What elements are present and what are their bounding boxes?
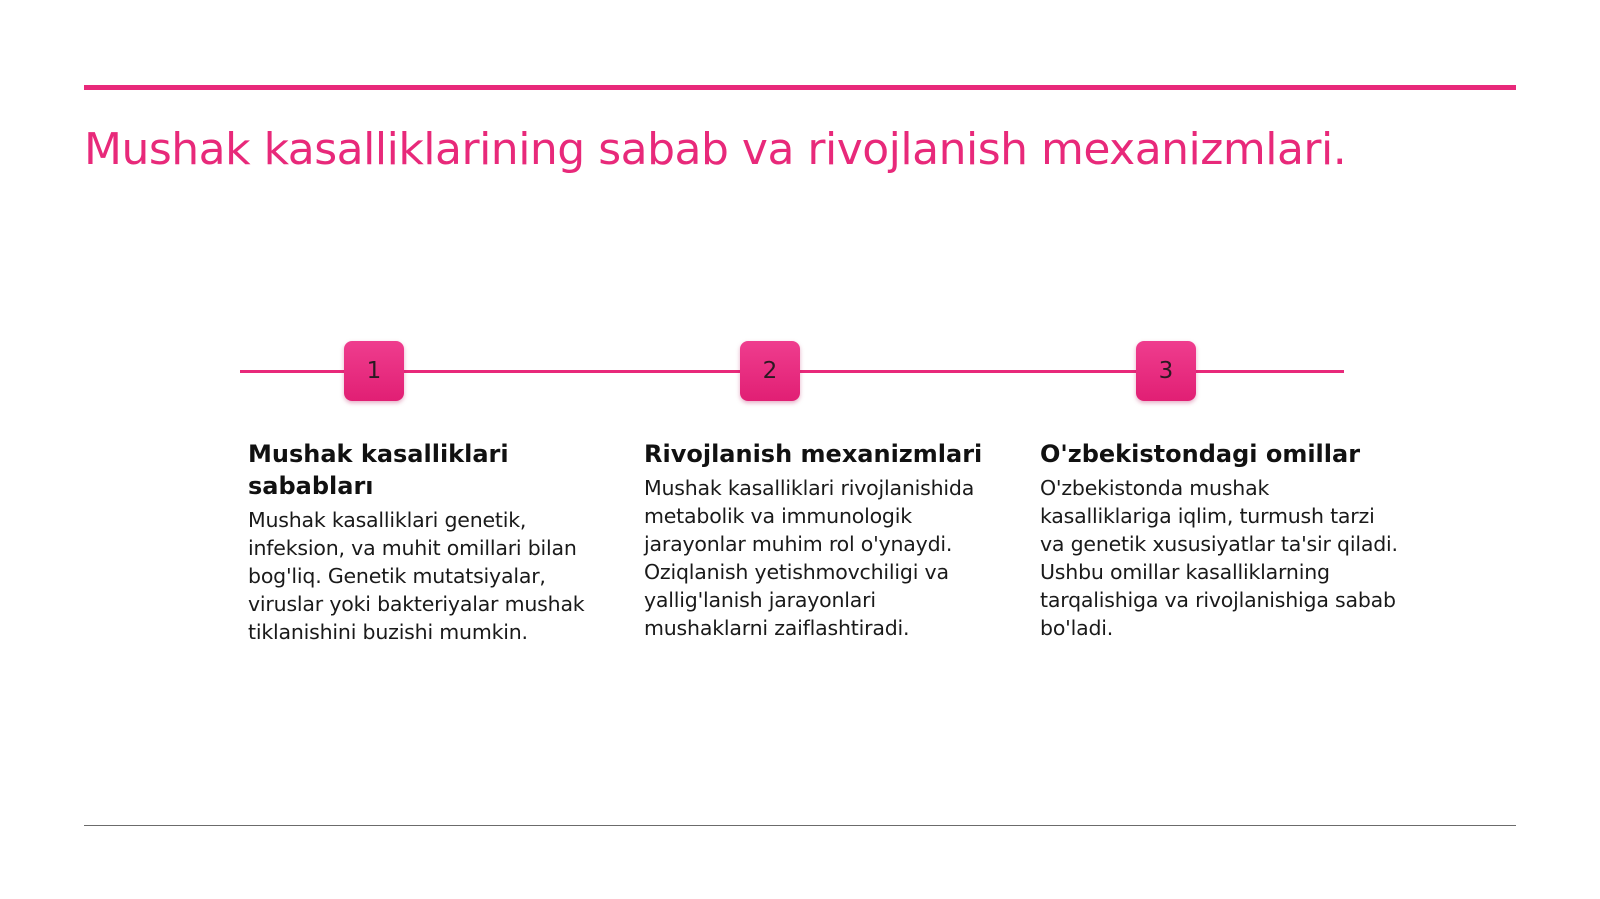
footer-divider: [84, 825, 1516, 826]
step-2-heading: Rivojlanish mexanizmlari: [644, 440, 983, 468]
slide-title: Mushak kasalliklarining sabab va rivojlanish mexanizmlari.: [84, 124, 1347, 175]
step-3-description: O'zbekistonda mushak kasalliklariga iqlim, turmush tarzi va genetik xususiyatlar ta'sir qiladi. Ushbu omillar kasalliklarning tarqalishiga va rivojlanishiga sabab bo'ladi.: [1040, 476, 1398, 640]
step-1-badge: 1: [344, 341, 404, 401]
step-3-column: [1040, 438, 1400, 642]
step-2-description: Mushak kasalliklari rivojlanishida metabolik va immunologik jarayonlar muhim rol o'ynaydi. Oziqlanish yetishmovchiligi va yallig'lanish jarayonlari mushaklarni zaiflashtiradi.: [644, 476, 975, 640]
step-1-heading: Mushak kasalliklari sababları: [248, 440, 509, 500]
step-3-badge: 3: [1136, 341, 1196, 401]
step-2-column: [644, 438, 1004, 642]
step-3-heading: O'zbekistondagi omillar: [1040, 440, 1361, 468]
step-1-description: Mushak kasalliklari genetik, infeksion, va muhit omillari bilan bog'liq. Genetik mutatsiyalar, viruslar yoki bakteriyalar mushak tiklanishini buzishi mumkin.: [248, 508, 585, 644]
title-top-divider: [84, 85, 1516, 90]
step-2-badge: 2: [740, 341, 800, 401]
step-1-column: [248, 438, 608, 646]
